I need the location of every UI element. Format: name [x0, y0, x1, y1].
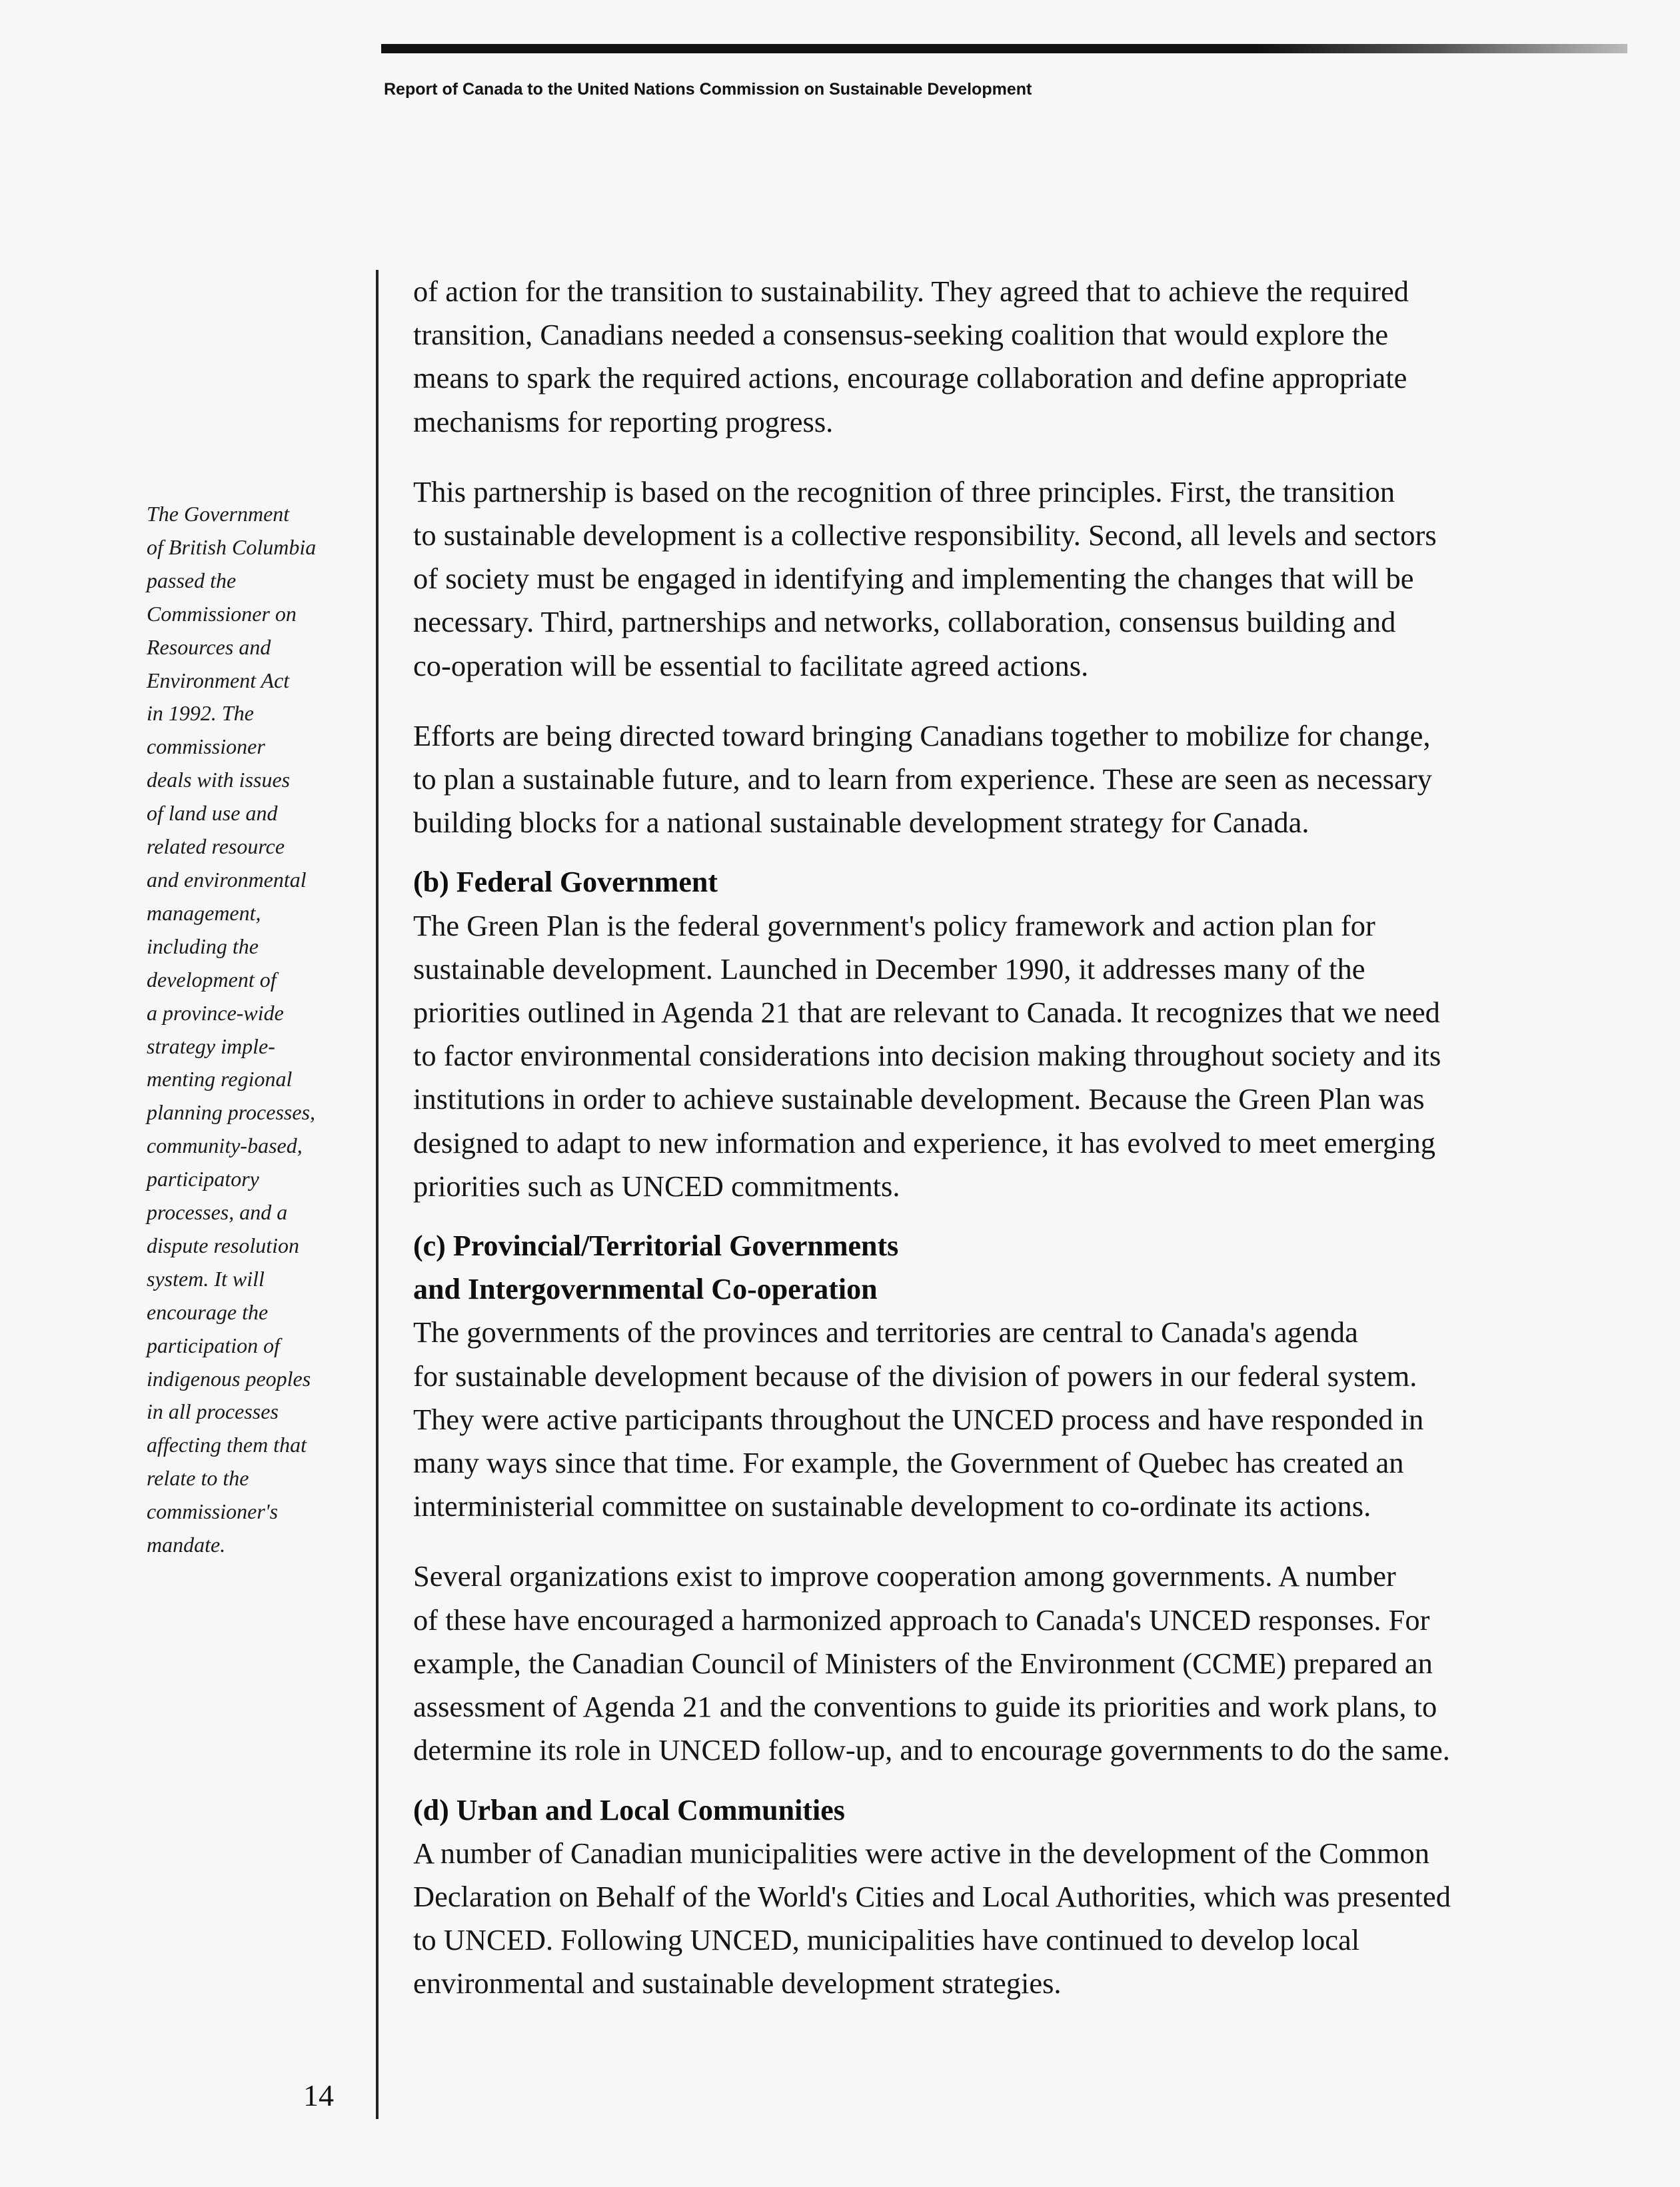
sidebar-line: dispute resolution: [147, 1233, 300, 1257]
sidebar-line: commissioner's: [147, 1499, 279, 1524]
text-line: interministerial committee on sustainable development to co-ordinate its actions.: [413, 1489, 1371, 1523]
column-divider: [376, 270, 379, 2119]
sidebar-line: and environmental: [147, 867, 307, 892]
section-heading-local: [413, 1789, 1559, 1832]
sidebar-line: participatory: [147, 1167, 259, 1191]
sidebar-line: indigenous peoples: [147, 1366, 311, 1391]
text-line: The Green Plan is the federal government's policy framework and action plan for: [413, 908, 1375, 942]
text-line: This partnership is based on the recognition of three principles. First, the transition: [413, 474, 1395, 508]
paragraph: [413, 270, 1559, 444]
text-line: to UNCED. Following UNCED, municipalities have continued to develop local: [413, 1923, 1360, 1957]
sidebar-line: commissioner: [147, 734, 265, 759]
text-line: sustainable development. Launched in December 1990, it addresses many of the: [413, 952, 1365, 986]
text-line: The governments of the provinces and territories are central to Canada's agenda: [413, 1315, 1358, 1349]
header-rule: [381, 44, 1627, 53]
text-line: to plan a sustainable future, and to learn from experience. These are seen as necessary: [413, 762, 1432, 796]
text-line: for sustainable development because of the division of powers in our federal system.: [413, 1359, 1417, 1393]
paragraph: [413, 714, 1559, 845]
text-line: They were active participants throughout the UNCED process and have responded in: [413, 1402, 1424, 1436]
sidebar-line: community-based,: [147, 1133, 303, 1158]
text-line: designed to adapt to new information and experience, it has evolved to meet emerging: [413, 1125, 1435, 1159]
text-line: mechanisms for reporting progress.: [413, 404, 834, 438]
page-number: 14: [303, 2078, 334, 2112]
section-heading-text: and Intergovernmental Co-operation: [413, 1273, 878, 1306]
text-line: A number of Canadian municipalities were active in the development of the Common: [413, 1836, 1429, 1870]
sidebar-line: in all processes: [147, 1399, 279, 1424]
sidebar-line: relate to the: [147, 1466, 249, 1491]
paragraph: [413, 1311, 1559, 1528]
text-line: environmental and sustainable development strategies.: [413, 1966, 1062, 2000]
text-line: Declaration on Behalf of the World's Cities and Local Authorities, which was presented: [413, 1879, 1451, 1913]
paragraph: [413, 470, 1559, 688]
text-line: necessary. Third, partnerships and networks, collaboration, consensus building and: [413, 605, 1396, 639]
section-heading-provincial: [413, 1224, 1559, 1311]
sidebar-line: Resources and: [147, 634, 271, 659]
text-line: example, the Canadian Council of Ministers of the Environment (CCME) prepared an: [413, 1646, 1433, 1680]
text-line: priorities outlined in Agenda 21 that are relevant to Canada. It recognizes that we need: [413, 996, 1440, 1030]
sidebar-line: management,: [147, 900, 261, 925]
sidebar-line: a province-wide: [147, 1000, 284, 1025]
sidebar-line: development of: [147, 967, 277, 992]
text-line: of action for the transition to sustainability. They agreed that to achieve the required: [413, 275, 1409, 308]
section-heading-text: (b) Federal Government: [413, 866, 718, 899]
text-line: priorities such as UNCED commitments.: [413, 1169, 900, 1203]
text-line: of these have encouraged a harmonized approach to Canada's UNCED responses. For: [413, 1603, 1430, 1637]
running-header: Report of Canada to the United Nations Commission on Sustainable Development: [384, 80, 1032, 99]
text-line: Efforts are being directed toward bringing Canadians together to mobilize for change,: [413, 718, 1431, 752]
text-line: means to spark the required actions, encourage collaboration and define appropriate: [413, 361, 1407, 395]
sidebar-line: of land use and: [147, 801, 278, 826]
text-line: of society must be engaged in identifying and implementing the changes that will be: [413, 562, 1414, 596]
text-line: institutions in order to achieve sustainable development. Because the Green Plan was: [413, 1082, 1425, 1116]
sidebar-line: in 1992. The: [147, 701, 254, 726]
sidebar-line: encourage the: [147, 1299, 269, 1324]
sidebar-line: planning processes,: [147, 1100, 316, 1125]
sidebar-line: menting regional: [147, 1067, 293, 1092]
paragraph: [413, 1555, 1559, 1772]
sidebar-line: including the: [147, 934, 259, 958]
text-line: determine its role in UNCED follow-up, and to encourage governments to do the same.: [413, 1733, 1450, 1767]
paragraph: [413, 1832, 1559, 2006]
sidebar-line: strategy imple-: [147, 1034, 275, 1058]
section-heading-text: (c) Provincial/Territorial Governments: [413, 1229, 899, 1263]
sidebar-line: The Government: [147, 502, 290, 526]
sidebar-line: system. It will: [147, 1266, 265, 1291]
main-text-column: [413, 270, 1559, 2032]
section-heading-text: (d) Urban and Local Communities: [413, 1793, 845, 1826]
sidebar-line: Environment Act: [147, 668, 290, 692]
text-line: building blocks for a national sustainable development strategy for Canada.: [413, 806, 1309, 840]
text-line: to sustainable development is a collective responsibility. Second, all levels and sectors: [413, 518, 1437, 552]
paragraph: [413, 904, 1559, 1208]
sidebar-note: [147, 498, 360, 1562]
sidebar-line: processes, and a: [147, 1200, 288, 1225]
sidebar-line: Commissioner on: [147, 601, 297, 626]
text-line: many ways since that time. For example, the Government of Quebec has created an: [413, 1446, 1404, 1480]
sidebar-line: of British Columbia: [147, 534, 317, 559]
text-line: Several organizations exist to improve cooperation among governments. A number: [413, 1559, 1396, 1593]
sidebar-line: related resource: [147, 834, 285, 859]
sidebar-line: deals with issues: [147, 768, 291, 792]
text-line: to factor environmental considerations into decision making throughout society and its: [413, 1039, 1441, 1073]
text-line: assessment of Agenda 21 and the conventions to guide its priorities and work plans, to: [413, 1690, 1437, 1724]
sidebar-line: affecting them that: [147, 1433, 307, 1457]
text-line: transition, Canadians needed a consensus-seeking coalition that would explore the: [413, 318, 1389, 352]
section-heading-federal: [413, 860, 1559, 904]
text-line: co-operation will be essential to facilitate agreed actions.: [413, 648, 1089, 682]
sidebar-line: mandate.: [147, 1533, 226, 1557]
sidebar-line: passed the: [147, 568, 237, 592]
sidebar-line: participation of: [147, 1333, 280, 1357]
